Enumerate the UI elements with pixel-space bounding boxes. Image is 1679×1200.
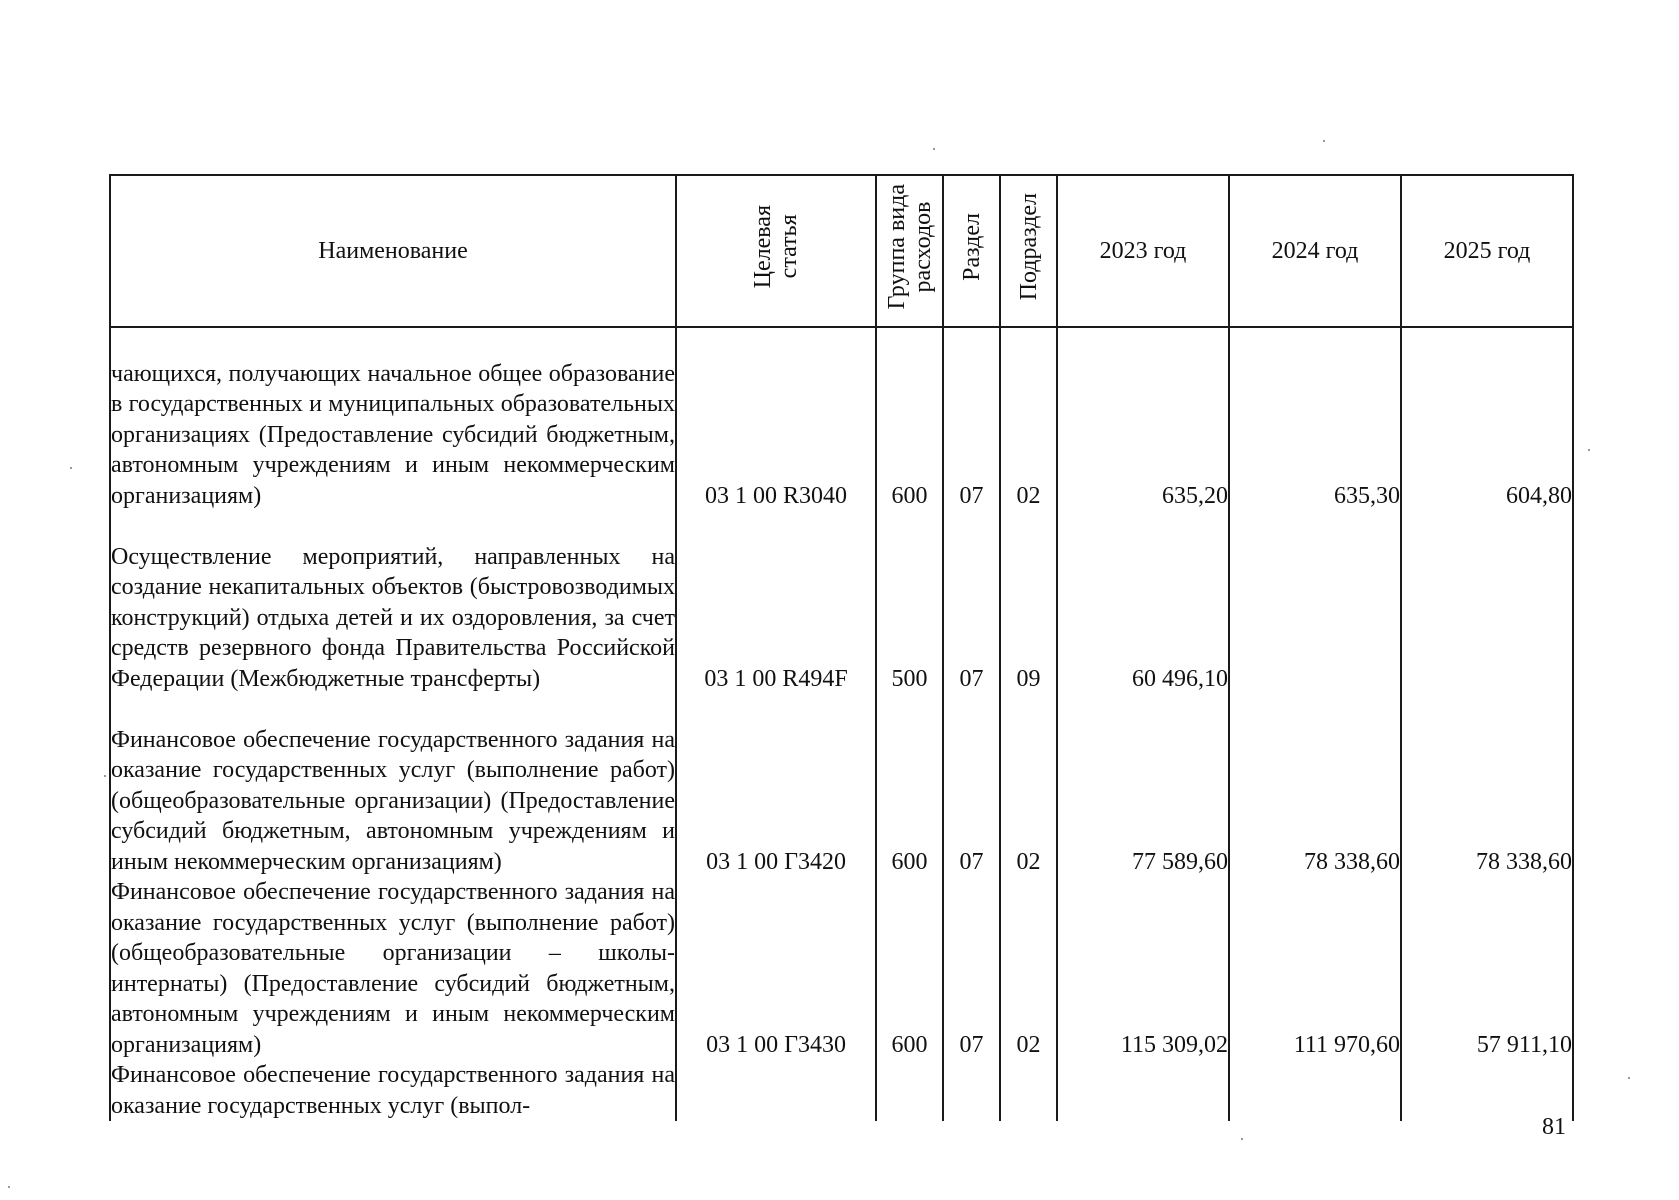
row-amount-2023: 60 496,10 — [1057, 511, 1229, 694]
row-section: 07 — [943, 877, 1000, 1060]
row-expense-group: 500 — [876, 511, 943, 694]
row-amount-2024: 635,30 — [1229, 327, 1401, 511]
scan-speck — [1241, 1138, 1243, 1140]
scan-speck — [8, 1186, 10, 1188]
row-amount-2025 — [1401, 511, 1573, 694]
row-target-article: 03 1 00 R494F — [676, 511, 876, 694]
row-section: 07 — [943, 511, 1000, 694]
table-row — [110, 877, 1573, 1060]
row-amount-2025: 57 911,10 — [1401, 877, 1573, 1060]
row-expense-group: 600 — [876, 877, 943, 1060]
scan-speck — [1323, 140, 1325, 142]
table-row — [110, 1060, 1573, 1121]
header-subsection: Подраздел — [1000, 175, 1057, 327]
header-name: Наименование — [110, 175, 676, 327]
row-subsection: 02 — [1000, 327, 1057, 511]
table-row — [110, 511, 1573, 694]
header-year-2024: 2024 год — [1229, 175, 1401, 327]
row-target-article: 03 1 00 Г3430 — [676, 877, 876, 1060]
row-amount-2023 — [1057, 1060, 1229, 1121]
row-name: чающихся, получающих начальное общее образование в государственных и муниципальных образовательных организациях (Предоставление субсидий бюджетным, автономным учреждениям и иным некоммерческим организациям) — [110, 327, 676, 511]
row-subsection: 09 — [1000, 511, 1057, 694]
row-amount-2025: 604,80 — [1401, 327, 1573, 511]
row-amount-2023: 77 589,60 — [1057, 694, 1229, 877]
row-amount-2023: 115 309,02 — [1057, 877, 1229, 1060]
header-section: Раздел — [943, 175, 1000, 327]
row-amount-2023: 635,20 — [1057, 327, 1229, 511]
header-year-2023: 2023 год — [1057, 175, 1229, 327]
scan-speck — [104, 775, 106, 777]
table-row — [110, 327, 1573, 511]
row-subsection: 02 — [1000, 877, 1057, 1060]
scan-speck — [1628, 1077, 1630, 1079]
row-name: Финансовое обеспечение государственного задания на оказание государственных услуг (выполнение работ) (общеобразовательные организации) (Предоставление субсидий бюджетным, автономным учреждениям и иным некоммерческим организациям) — [110, 694, 676, 877]
row-subsection: 02 — [1000, 694, 1057, 877]
row-subsection — [1000, 1060, 1057, 1121]
page-number: 81 — [1542, 1114, 1566, 1140]
header-target-article: Целевая статья — [676, 175, 876, 327]
table-header-row — [110, 175, 1573, 327]
header-expense-group: Группа вида расходов — [876, 175, 943, 327]
row-amount-2025 — [1401, 1060, 1573, 1121]
row-name: Осуществление мероприятий, направленных на создание некапитальных объектов (быстровозводимых конструкций) отдыха детей и их оздоровления, за счет средств резервного фонда Правительства Российской Федерации (Межбюджетные трансферты) — [110, 511, 676, 694]
row-amount-2024 — [1229, 511, 1401, 694]
row-name: Финансовое обеспечение государственного задания на оказание государственных услуг (выполнение работ) (общеобразовательные организации – школы-интернаты) (Предоставление субсидий бюджетным, автономным учреждениям и иным некоммерческим организациям) — [110, 877, 676, 1060]
row-target-article — [676, 1060, 876, 1121]
row-section — [943, 1060, 1000, 1121]
row-expense-group: 600 — [876, 327, 943, 511]
header-year-2025: 2025 год — [1401, 175, 1573, 327]
budget-table — [109, 174, 1574, 1121]
row-amount-2024 — [1229, 1060, 1401, 1121]
row-section: 07 — [943, 327, 1000, 511]
row-expense-group — [876, 1060, 943, 1121]
scan-speck — [70, 467, 72, 469]
row-section: 07 — [943, 694, 1000, 877]
row-name: Финансовое обеспечение государственного задания на оказание государственных услуг (выпол- — [110, 1060, 676, 1121]
row-expense-group: 600 — [876, 694, 943, 877]
table-row — [110, 694, 1573, 877]
row-amount-2025: 78 338,60 — [1401, 694, 1573, 877]
scan-speck — [1588, 449, 1590, 451]
row-target-article: 03 1 00 R3040 — [676, 327, 876, 511]
row-amount-2024: 111 970,60 — [1229, 877, 1401, 1060]
scan-speck — [933, 148, 935, 150]
row-amount-2024: 78 338,60 — [1229, 694, 1401, 877]
row-target-article: 03 1 00 Г3420 — [676, 694, 876, 877]
